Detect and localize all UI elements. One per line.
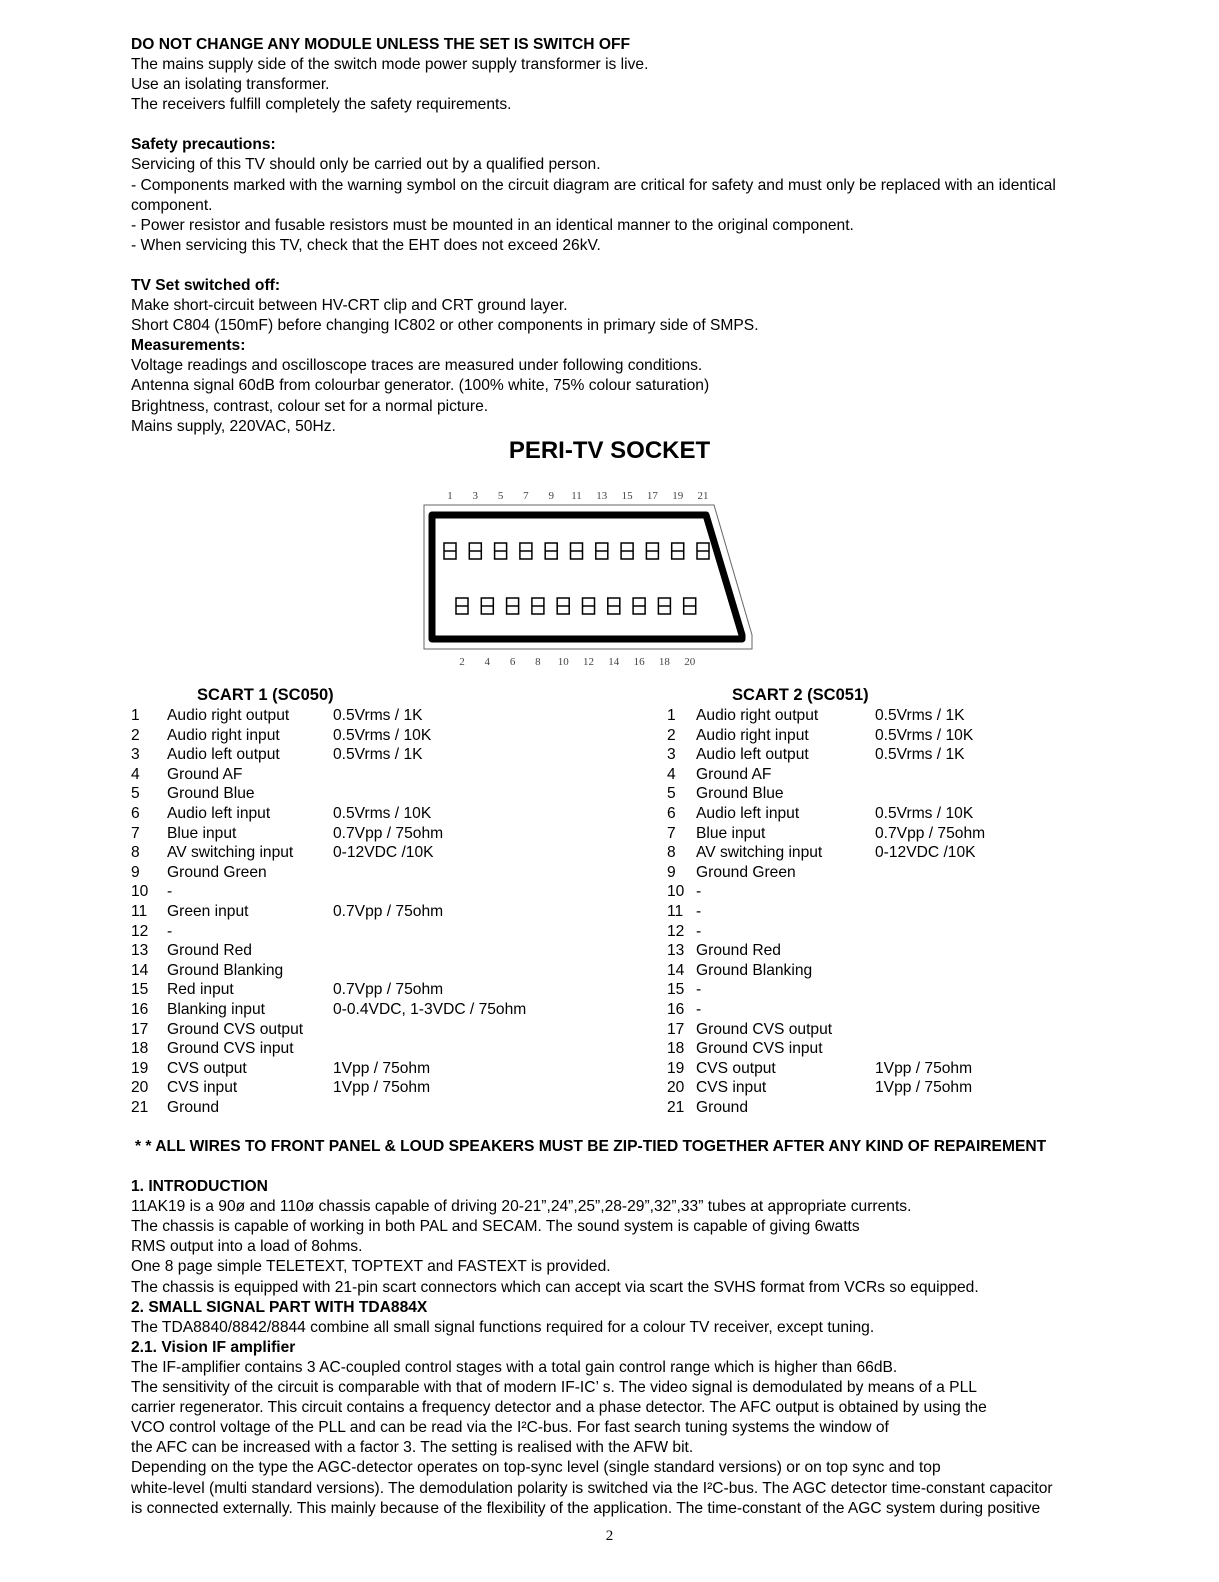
pin-label: 17 bbox=[646, 490, 658, 502]
pin-row bbox=[667, 784, 985, 804]
pin-label: 1 bbox=[447, 490, 453, 502]
safety-line: - When servicing this TV, check that the EHT does not exceed 26kV. bbox=[131, 236, 601, 254]
pin-description: Ground bbox=[696, 1098, 749, 1116]
pin-row bbox=[131, 922, 526, 942]
vision-if-line: white-level (multi standard versions). The demodulation polarity is switched via the I²C-bus. The AGC detector time-constant capacitor bbox=[131, 1479, 1053, 1497]
pin-number: 18 bbox=[131, 1040, 149, 1058]
vision-if-line: carrier regenerator. This circuit contains a frequency detector and a phase detector. The AFC output is obtained by using the bbox=[131, 1399, 987, 1417]
pin-value: 0.5Vrms / 10K bbox=[333, 804, 432, 822]
pin-description: Ground Blanking bbox=[696, 961, 813, 979]
pin-row bbox=[131, 863, 526, 883]
pin-description: Ground Red bbox=[696, 942, 781, 960]
pin-row bbox=[131, 1020, 526, 1040]
pin-description: Blue input bbox=[167, 824, 237, 842]
zip-tie-notice: * * ALL WIRES TO FRONT PANEL & LOUD SPEAKERS MUST BE ZIP-TIED TOGETHER AFTER ANY KIND OF REPAIREMENT bbox=[135, 1138, 1047, 1155]
introduction-line: The chassis is capable of working in both PAL and SECAM. The sound system is capable of giving 6watts bbox=[131, 1218, 860, 1236]
pin-value: 1Vpp / 75ohm bbox=[875, 1059, 973, 1077]
pin-number: 11 bbox=[131, 902, 148, 920]
top-pin-labels bbox=[447, 490, 708, 502]
pin-row bbox=[667, 1020, 985, 1040]
pin-label: 8 bbox=[535, 656, 541, 668]
page-number: 2 bbox=[605, 1528, 614, 1544]
vision-if-line: the AFC can be increased with a factor 3. The setting is realised with the AFW bit. bbox=[131, 1439, 694, 1457]
pin-description: Ground CVS output bbox=[696, 1020, 833, 1038]
pin-value: 1Vpp / 75ohm bbox=[333, 1079, 431, 1097]
warning-line: Use an isolating transformer. bbox=[131, 76, 330, 94]
switched-off-line: Make short-circuit between HV-CRT clip and CRT ground layer. bbox=[131, 297, 568, 315]
pin-description: Ground CVS input bbox=[167, 1040, 294, 1058]
pin-number: 19 bbox=[667, 1059, 685, 1077]
pin-label: 4 bbox=[484, 656, 491, 668]
pin-row bbox=[131, 1059, 526, 1079]
safety-line: - Components marked with the warning symbol on the circuit diagram are critical for safety and must only be replaced with an identical component. bbox=[131, 176, 1056, 214]
pin-number: 16 bbox=[667, 1000, 685, 1018]
socket-title: PERI-TV SOCKET bbox=[508, 437, 711, 464]
pin-description: Ground Red bbox=[167, 942, 252, 960]
pin-number: 14 bbox=[131, 961, 149, 979]
pin-row bbox=[131, 902, 526, 922]
scart1-title: SCART 1 (SC050) bbox=[197, 686, 334, 704]
pin-description: Ground Green bbox=[696, 863, 796, 881]
pin-row bbox=[667, 1078, 985, 1098]
introduction-line: RMS output into a load of 8ohms. bbox=[131, 1238, 363, 1256]
pin-number: 7 bbox=[667, 824, 676, 842]
pin-label: 21 bbox=[697, 490, 709, 502]
intro-section bbox=[131, 35, 1141, 437]
pin-value: 0.5Vrms / 1K bbox=[875, 707, 965, 724]
pin-value: 0-0.4VDC, 1-3VDC / 75ohm bbox=[333, 1000, 527, 1018]
pin-row bbox=[131, 882, 526, 902]
pin-row bbox=[667, 1039, 985, 1059]
pin-row bbox=[667, 824, 985, 844]
measurements-line: Voltage readings and oscilloscope traces are measured under following conditions. bbox=[131, 357, 703, 375]
pin-description: - bbox=[167, 922, 173, 940]
pin-row bbox=[667, 1000, 985, 1020]
pin-number: 13 bbox=[131, 942, 149, 960]
pin-value: 0.5Vrms / 1K bbox=[333, 746, 423, 764]
pin-label: 12 bbox=[583, 656, 594, 668]
pin-number: 8 bbox=[131, 844, 140, 862]
pin-row bbox=[131, 765, 526, 785]
pin-description: CVS output bbox=[696, 1059, 776, 1077]
pin-label: 9 bbox=[548, 490, 554, 502]
pin-number: 6 bbox=[131, 804, 140, 822]
pin-description: Audio right input bbox=[167, 726, 280, 744]
pin-row bbox=[131, 745, 526, 765]
pin-number: 4 bbox=[667, 765, 676, 783]
pin-row bbox=[667, 745, 985, 765]
vision-if-line: VCO control voltage of the PLL and can be read via the I²C-bus. For fast search tuning systems the window of bbox=[131, 1419, 889, 1437]
introduction-line: The chassis is equipped with 21-pin scart connectors which can accept via scart the SVHS format from VCRs so equipped. bbox=[131, 1278, 979, 1296]
pin-number: 21 bbox=[131, 1098, 149, 1116]
pin-row bbox=[667, 1059, 985, 1079]
pin-description: Audio left input bbox=[696, 804, 800, 822]
pin-value: 0.7Vpp / 75ohm bbox=[333, 824, 444, 842]
pin-row bbox=[667, 902, 985, 922]
pin-number: 9 bbox=[667, 863, 676, 881]
bottom-pin-row bbox=[456, 598, 696, 614]
pin-number: 10 bbox=[667, 883, 685, 901]
pin-value: 0.7Vpp / 75ohm bbox=[333, 981, 444, 999]
pin-value: 0.5Vrms / 10K bbox=[333, 726, 432, 744]
pin-row bbox=[131, 1000, 526, 1020]
pin-description: Audio right output bbox=[696, 707, 819, 724]
safety-line: - Power resistor and fusable resistors must be mounted in an identical manner to the original component. bbox=[131, 216, 854, 234]
pin-value: 0.5Vrms / 10K bbox=[875, 726, 974, 744]
pin-description: Blue input bbox=[696, 824, 766, 842]
pin-number: 21 bbox=[667, 1098, 685, 1116]
pin-label: 10 bbox=[557, 656, 569, 668]
small-signal-line: The TDA8840/8842/8844 combine all small signal functions required for a colour TV receiver, except tuning. bbox=[131, 1318, 875, 1336]
introduction-line: One 8 page simple TELETEXT, TOPTEXT and FASTEXT is provided. bbox=[131, 1258, 611, 1276]
small-signal-heading: 2. SMALL SIGNAL PART WITH TDA884X bbox=[131, 1298, 428, 1316]
pin-row bbox=[667, 804, 985, 824]
pin-number: 1 bbox=[667, 707, 676, 724]
pin-number: 3 bbox=[131, 746, 140, 764]
pin-row bbox=[131, 1078, 526, 1098]
pin-number: 15 bbox=[667, 981, 685, 999]
pin-value: 0-12VDC /10K bbox=[875, 844, 976, 862]
pin-row bbox=[131, 961, 526, 981]
pin-description: Ground Blue bbox=[696, 785, 784, 803]
pin-label: 3 bbox=[472, 490, 479, 502]
pin-row bbox=[131, 706, 526, 726]
pin-description: - bbox=[696, 1000, 702, 1018]
scart-socket-diagram bbox=[414, 487, 759, 672]
pin-row bbox=[667, 980, 985, 1000]
pin-row bbox=[131, 824, 526, 844]
pin-row bbox=[667, 706, 985, 726]
pin-number: 8 bbox=[667, 844, 676, 862]
pin-description: - bbox=[696, 902, 702, 920]
pin-description: Ground Blanking bbox=[167, 961, 284, 979]
scart1-pin-table bbox=[131, 706, 526, 1117]
pin-number: 20 bbox=[131, 1079, 149, 1097]
pin-label: 20 bbox=[684, 656, 696, 668]
vision-if-line: The sensitivity of the circuit is comparable with that of modern IF-IC’ s. The video signal is demodulated by means of a PLL bbox=[131, 1379, 977, 1397]
pin-value: 0.7Vpp / 75ohm bbox=[875, 824, 986, 842]
pin-number: 19 bbox=[131, 1059, 149, 1077]
pin-number: 13 bbox=[667, 942, 685, 960]
pin-number: 5 bbox=[131, 785, 140, 803]
pin-row bbox=[667, 941, 985, 961]
vision-if-line: Depending on the type the AGC-detector operates on top-sync level (single standard versions) or on top sync and top bbox=[131, 1459, 941, 1477]
pin-row bbox=[667, 843, 985, 863]
pin-description: Ground bbox=[167, 1098, 220, 1116]
pin-label: 16 bbox=[633, 656, 645, 668]
pin-description: CVS output bbox=[167, 1059, 247, 1077]
pin-value: 1Vpp / 75ohm bbox=[875, 1079, 973, 1097]
pin-description: Audio right output bbox=[167, 707, 290, 724]
pin-description: AV switching input bbox=[696, 844, 823, 862]
pin-row bbox=[131, 980, 526, 1000]
pin-description: CVS input bbox=[167, 1079, 238, 1097]
pin-label: 18 bbox=[658, 656, 670, 668]
pin-row bbox=[667, 961, 985, 981]
vision-if-line: is connected externally. This mainly because of the flexibility of the application. The time-constant of the AGC system during positive bbox=[131, 1499, 1041, 1517]
warning-heading: DO NOT CHANGE ANY MODULE UNLESS THE SET IS SWITCH OFF bbox=[131, 36, 631, 53]
pin-description: Ground AF bbox=[696, 765, 772, 783]
pin-label: 19 bbox=[672, 490, 684, 502]
pin-row bbox=[131, 1098, 526, 1118]
vision-if-line: The IF-amplifier contains 3 AC-coupled control stages with a total gain control range which is higher than 66dB. bbox=[131, 1358, 898, 1376]
pin-description: Ground Green bbox=[167, 863, 267, 881]
pin-number: 15 bbox=[131, 981, 149, 999]
socket-inner-outline bbox=[432, 515, 742, 639]
pin-number: 4 bbox=[131, 765, 140, 783]
safety-line: Servicing of this TV should only be carried out by a qualified person. bbox=[131, 156, 601, 174]
pin-description: Audio right input bbox=[696, 726, 809, 744]
pin-label: 13 bbox=[596, 490, 608, 502]
pin-number: 17 bbox=[667, 1020, 685, 1038]
pin-row bbox=[131, 726, 526, 746]
pin-description: Audio left output bbox=[167, 746, 280, 764]
pin-description: Ground Blue bbox=[167, 785, 255, 803]
pin-row bbox=[131, 843, 526, 863]
pin-description: Ground AF bbox=[167, 765, 243, 783]
pin-row bbox=[131, 784, 526, 804]
pin-value: 0.5Vrms / 10K bbox=[875, 804, 974, 822]
pin-number: 6 bbox=[667, 804, 676, 822]
pin-description: Audio left output bbox=[696, 746, 809, 764]
introduction-heading: 1. INTRODUCTION bbox=[131, 1178, 268, 1196]
pin-value: 0.7Vpp / 75ohm bbox=[333, 902, 444, 920]
pin-number: 1 bbox=[131, 707, 140, 724]
pin-row bbox=[667, 922, 985, 942]
pin-description: - bbox=[696, 883, 702, 901]
introduction-line: 11AK19 is a 90ø and 110ø chassis capable of driving 20-21”,24”,25”,28-29”,32”,33” tubes at appropriate currents. bbox=[131, 1198, 912, 1216]
warning-line: The mains supply side of the switch mode power supply transformer is live. bbox=[131, 56, 649, 74]
pin-label: 6 bbox=[509, 656, 516, 668]
pin-description: Red input bbox=[167, 981, 234, 999]
pin-description: AV switching input bbox=[167, 844, 294, 862]
socket-outer-outline bbox=[424, 505, 752, 649]
pin-number: 2 bbox=[131, 726, 140, 744]
warning-line: The receivers fulfill completely the safety requirements. bbox=[131, 96, 512, 114]
pin-number: 10 bbox=[131, 883, 149, 901]
pin-number: 18 bbox=[667, 1040, 685, 1058]
pin-number: 17 bbox=[131, 1020, 149, 1038]
pin-number: 11 bbox=[667, 902, 684, 920]
pin-row bbox=[131, 804, 526, 824]
pin-number: 5 bbox=[667, 785, 676, 803]
pin-row bbox=[667, 863, 985, 883]
pin-row bbox=[131, 1039, 526, 1059]
pin-description: Blanking input bbox=[167, 1000, 265, 1018]
bottom-pin-labels bbox=[459, 656, 695, 668]
scart2-pin-table bbox=[667, 706, 985, 1117]
pin-number: 12 bbox=[131, 922, 149, 940]
pin-number: 3 bbox=[667, 746, 676, 764]
pin-label: 15 bbox=[621, 490, 633, 502]
pin-description: - bbox=[696, 922, 702, 940]
pin-label: 5 bbox=[497, 490, 504, 502]
safety-heading: Safety precautions: bbox=[131, 136, 276, 154]
measurements-heading: Measurements: bbox=[131, 337, 246, 355]
pin-row bbox=[667, 726, 985, 746]
pin-description: Ground CVS input bbox=[696, 1040, 823, 1058]
measurements-line: Mains supply, 220VAC, 50Hz. bbox=[131, 417, 336, 435]
measurements-line: Antenna signal 60dB from colourbar generator. (100% white, 75% colour saturation) bbox=[131, 377, 710, 395]
vision-if-heading: 2.1. Vision IF amplifier bbox=[131, 1338, 296, 1356]
pin-row bbox=[667, 765, 985, 785]
switched-off-line: Short C804 (150mF) before changing IC802 or other components in primary side of SMPS. bbox=[131, 317, 759, 335]
switched-off-heading: TV Set switched off: bbox=[131, 276, 281, 294]
pin-value: 0.5Vrms / 1K bbox=[875, 746, 965, 764]
pin-number: 9 bbox=[131, 863, 140, 881]
pin-description: Ground CVS output bbox=[167, 1020, 304, 1038]
pin-description: CVS input bbox=[696, 1079, 767, 1097]
pin-label: 7 bbox=[523, 490, 529, 502]
pin-number: 20 bbox=[667, 1079, 685, 1097]
pin-number: 16 bbox=[131, 1000, 149, 1018]
pin-description: Green input bbox=[167, 902, 249, 920]
pin-number: 2 bbox=[667, 726, 676, 744]
pin-value: 1Vpp / 75ohm bbox=[333, 1059, 431, 1077]
top-pin-row bbox=[444, 543, 709, 559]
pin-description: Audio left input bbox=[167, 804, 271, 822]
pin-row bbox=[667, 882, 985, 902]
pin-description: - bbox=[696, 981, 702, 999]
pin-number: 7 bbox=[131, 824, 140, 842]
pin-row bbox=[667, 1098, 985, 1118]
pin-row bbox=[131, 941, 526, 961]
pin-label: 14 bbox=[608, 656, 620, 668]
pin-number: 12 bbox=[667, 922, 685, 940]
scart2-title: SCART 2 (SC051) bbox=[732, 686, 869, 704]
pin-label: 2 bbox=[459, 656, 465, 668]
pin-value: 0.5Vrms / 1K bbox=[333, 707, 423, 724]
pin-label: 11 bbox=[571, 490, 582, 502]
pin-value: 0-12VDC /10K bbox=[333, 844, 434, 862]
lower-section bbox=[131, 1137, 1141, 1519]
pin-description: - bbox=[167, 883, 173, 901]
pin-number: 14 bbox=[667, 961, 685, 979]
measurements-line: Brightness, contrast, colour set for a normal picture. bbox=[131, 397, 489, 415]
